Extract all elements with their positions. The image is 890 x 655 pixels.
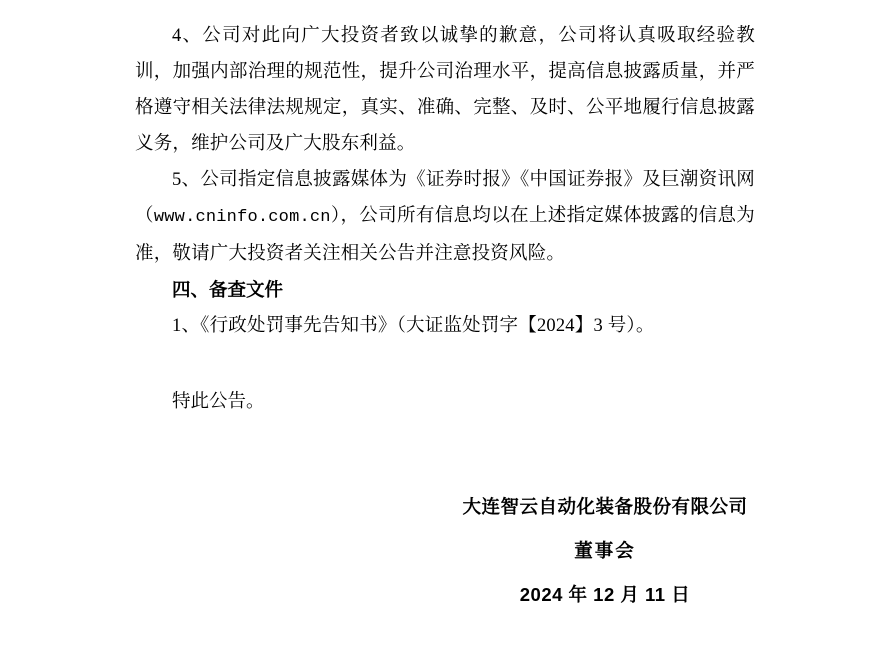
top-spacer [135, 0, 755, 18]
paragraph-item-5-tail: ），公司所有信息均以在上述指定媒体披露的信息为准，敬请广大投资者关注相关公告并注意投资风险。 [135, 206, 755, 264]
signature-block [455, 485, 755, 617]
reference-document-item-1: 1、《行政处罚事先告知书》（大证监处罚字【2024】3 号）。 [172, 316, 655, 336]
cninfo-url: www.cninfo.com.cn [153, 208, 331, 227]
signature-company-name: 大连智云自动化装备股份有限公司 [462, 496, 748, 517]
signature-board: 董事会 [574, 540, 636, 561]
section-heading-reference-documents: 四、备查文件 [172, 279, 284, 300]
signature-date: 2024 年 12 月 11 日 [519, 584, 691, 605]
paragraph-item-5-lead: 5、公司指定信息披露媒体为《证券时报》《中国证券报》及巨潮资讯网（ [135, 170, 755, 226]
closing-note: 特此公告。 [172, 392, 265, 412]
paragraph-item-5 [135, 162, 755, 272]
paragraph-item-4: 4、公司对此向广大投资者致以诚挚的歉意，公司将认真吸取经验教训，加强内部治理的规范性，提升公司治理水平，提高信息披露质量，并严格遵守相关法律法规规定，真实、准确、完整、及时、公平地履行信息披露义务，维护公司及广大股东利益。 [135, 26, 755, 154]
mid-spacer [135, 344, 755, 384]
